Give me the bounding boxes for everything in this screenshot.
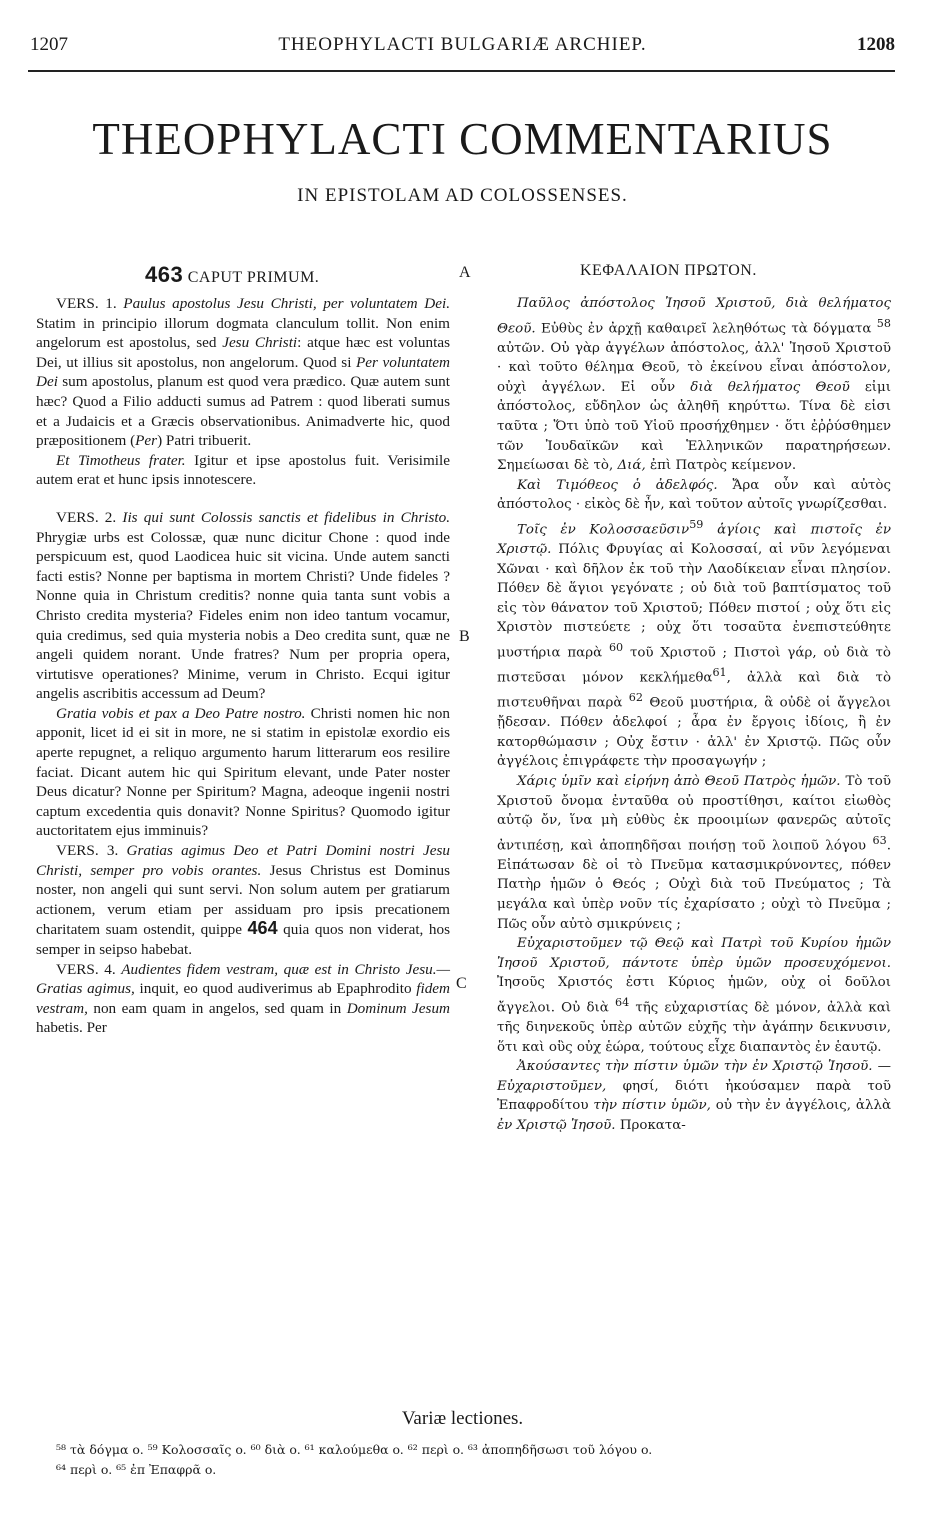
lemma: Dominum Jesum	[346, 999, 451, 1017]
lemma: διὰ θελήματος Θεοῦ	[690, 379, 850, 395]
lemma: Παῦλος ἀπόστολος Ἰησοῦ Χριστοῦ, διὰ θελήματος Θεοῦ.	[497, 296, 891, 337]
note-ref: 59	[689, 518, 704, 531]
lemma: Καὶ Τιμόθεος ὁ ἀδελφός.	[517, 477, 718, 493]
variant-readings-line: ⁵⁸ τὰ δόγμα o. ⁵⁹ Κολοσσαῖς o. ⁶⁰ διὰ o. ⁶¹ καλούμεθα o. ⁶² περὶ o. ⁶³ ἀποπηδῆσωσι τοῦ λόγου o.	[56, 1442, 653, 1457]
text: Jesus Christus est Dominus noster, non angeli qui sunt servi. Non solum autem per gratiarum actionem, verum etiam per assiduam pro ipsis precationem charitatem suam ostendit, quippe	[36, 861, 451, 939]
verse-label: VERS. 2.	[56, 508, 117, 526]
greek-paragraph-6	[497, 1057, 891, 1135]
running-title: THEOPHYLACTI BULGARIÆ ARCHIEP.	[278, 34, 647, 55]
variant-readings-line: ⁶⁴ περὶ o. ⁶⁵ ἐπ Ἐπαφρᾶ o.	[56, 1462, 217, 1477]
text: . Εἰπάτωσαν δὲ οἱ τὸ Πνεῦμα κατασμικρύνοντες, πόθεν Πατὴρ ἡμῶν ὁ Θεός ; Οὐχὶ διὰ τοῦ Πνεύματος ; Τὰ μεγάλα καὶ ὑπὲρ νοῦν τίς ἐχαρίσατο ; οὐχὶ τὸ Πνεῦμα ; Πῶς οὖν αὐτὸ σμικρύνεις ;	[497, 838, 891, 932]
verse-label: VERS. 1.	[56, 295, 117, 312]
latin-paragraph-4	[36, 704, 450, 841]
page-number-left: 1207	[30, 34, 68, 55]
lemma: Audientes fidem vestram, quæ est in Christo Jesu.—Gratias agimus,	[36, 960, 450, 998]
lemma: Gratia vobis et pax a Deo Patre nostro.	[56, 704, 306, 722]
text: non eam quam in angelos, sed quam in	[93, 999, 342, 1017]
text: ) Patri tribuerit.	[157, 432, 252, 450]
note-ref: 62	[628, 691, 643, 705]
lemma: Et Timotheus frater.	[56, 451, 186, 469]
note-ref: 60	[608, 641, 624, 655]
text: τῆς εὐχαριστίας δὲ μόνον, ἀλλὰ καὶ τῆς διηνεκοῦς ὑπὲρ αὐτῶν εὐχῆς τὴν ἀγάπην δεικνυσιν, ὅτι καὶ οὓς οὐχ ἑώρα, τούτους εἶχε διαπαντὸς ἐν ἑαυτῷ.	[497, 1000, 892, 1055]
text: habetis. Per	[36, 1019, 107, 1037]
running-head	[30, 34, 895, 58]
greek-paragraph-3	[497, 515, 891, 772]
lemma: Χάρις ὑμῖν καὶ εἰρήνη ἀπὸ Θεοῦ Πατρὸς ἡμῶν.	[517, 774, 841, 789]
latin-paragraph-1	[36, 294, 450, 451]
text: Phrygiæ urbs est Colossæ, quæ nunc dicitur Chone : quod inde perspicuum est, quod Laodicea huic sit vicina. Unde autem sancti facti estis? Nonne per baptisma in mortem Christi? Unde fideles ? Nonne quia in Christum creditis? nonne quia tanta sunt vobis a Christo credita mysteria? Fideles enim non ideo tantum vocamur, quia credimus, sed quia mysteria nobis a Deo credita sunt, quæ ne angeli quidem norant. Unde fratres? Num per propria opera, virtutisve operationes? Minime, verum in Christo. Ecqui igitur angelis ascribitis accessum ad Deum?	[36, 528, 450, 703]
greek-paragraph-1	[497, 294, 891, 476]
latin-paragraph-5	[36, 841, 450, 960]
text: Statim in principio illorum dogmata clanculum tollit. Non enim angelorum est apostolus, sed	[36, 314, 450, 352]
greek-paragraph-5	[497, 934, 891, 1057]
text: inquit, eo quod audiverimus ab Epaphrodito	[139, 980, 412, 998]
lemma: Διά,	[617, 458, 646, 474]
latin-chapter-heading	[145, 262, 319, 288]
lemma: ἐν Χριστῷ Ἰησοῦ.	[497, 1118, 616, 1134]
page-marker: 463	[145, 262, 184, 287]
text: ἐπὶ Πατρὸς κείμενον.	[650, 458, 797, 474]
verse-label: VERS. 4.	[56, 960, 116, 978]
lemma: Iis qui sunt Colossis sanctis et fidelibus in Christo.	[122, 508, 450, 526]
text: Τὸ τοῦ Χριστοῦ ὄνομα ἐνταῦθα οὐ προστίθησι, καίτοι εἰωθὸς αὐτῷ ὄν, ἵνα μὴ εὐθὺς ἐκ προοιμίων φανερῶς αὐτοῖς ἀντιπέσῃ, καὶ ἀποπηδῆσαι ποιήσῃ τοῦ λοιποῦ λόγου	[497, 774, 891, 854]
note-ref: 61	[712, 666, 727, 680]
text: τοῦ Χριστοῦ ; Πιστοὶ γάρ, οὐ διὰ τὸ πιστεῦσαι μόνον κεκλήμεθα	[497, 645, 891, 686]
lemma: Εὐχαριστοῦμεν τῷ Θεῷ καὶ Πατρὶ τοῦ Κυρίου ἡμῶν Ἰησοῦ Χριστοῦ, πάντοτε ὑπὲρ ὑμῶν προσευχόμενοι.	[497, 936, 891, 971]
lemma: Paulus apostolus Jesu Christi, per voluntatem Dei.	[123, 295, 450, 312]
page-number-right: 1208	[857, 34, 895, 55]
text: Ἰησοῦς Χριστός ἐστι Κύριος ἡμῶν, οὐχ οἱ δοῦλοι ἄγγελοι. Οὐ διὰ	[497, 975, 891, 1016]
greek-column	[497, 294, 891, 1136]
greek-chapter-heading: ΚΕΦΑΛΑΙΟΝ ΠΡΩΤΟΝ.	[580, 262, 757, 279]
margin-letter-a: A	[459, 264, 471, 281]
text: , ἀλλὰ καὶ διὰ τὸ πιστευθῆναι παρὰ	[497, 670, 891, 711]
lemma: Ἀκούσαντες τὴν πίστιν ὑμῶν τὴν ἐν Χριστῷ Ἰησοῦ. — Εὐχαριστοῦμεν,	[497, 1059, 891, 1094]
text: Ἄρα οὖν καὶ αὐτὸς ἀπόστολος · εἰκὸς δὲ ἦν, καὶ τοῦτον αὐτοῖς γνωρίζεσθαι.	[497, 477, 891, 513]
text: Προκατα-	[619, 1118, 686, 1134]
variant-readings	[56, 1440, 895, 1480]
greek-paragraph-4	[497, 772, 891, 934]
text: Εὐθὺς ἐν ἀρχῇ καθαιρεῖ λεληθότως τὰ δόγματα	[540, 321, 872, 337]
text: Πόλις Φρυγίας αἱ Κολοσσαί, αἱ νῦν λεγόμεναι Χῶναι · καὶ δῆλον ἐκ τοῦ τὴν Λαοδίκειαν εἶναι πλησίον. Πόθεν δὲ ἅγιοι γεγόνατε ; οὐ διὰ τοῦ βαπτίσματος τοῦ εἰς τὸν θάνατον τοῦ Χριστοῦ; Πόθεν πιστοί ; οὐχ ὅτι εἰς Χριστὸν πιστεύετε ; οὐχ ὅτι τοσαῦτα ἐνεπιστεύθητε μυστήρια παρὰ	[497, 542, 891, 661]
latin-heading-text: CAPUT PRIMUM.	[187, 269, 320, 286]
text: quia quos non viderat, hos semper in seipso habebat.	[36, 921, 450, 958]
text: sum apostolus, planum est quod vera prædico. Quæ autem sunt hæc? Quod a Filio adducti sumus ad Patrem : quod liberati sumus et a Judaicis et a Græcis observationibus. Animadverte hic, quod præpositionem (	[36, 373, 450, 450]
latin-paragraph-6	[36, 960, 450, 1038]
lemma: Τοῖς ἐν Κολοσσαεῦσιν	[517, 522, 690, 538]
text: φησί, διότι ἠκούσαμεν παρὰ τοῦ Ἐπαφροδίτου	[497, 1078, 891, 1114]
verse-label: VERS. 3.	[56, 842, 119, 860]
lemma: Per	[135, 432, 158, 450]
lemma: ἁγίοις καὶ πιστοῖς ἐν Χριστῷ.	[497, 522, 891, 558]
latin-column	[36, 294, 450, 1038]
document-title: THEOPHYLACTI COMMENTARIUS	[92, 114, 833, 164]
lemma: τὴν πίστιν ὑμῶν,	[593, 1098, 711, 1114]
header-rule	[28, 70, 895, 72]
note-ref: 63	[872, 833, 887, 847]
note-ref: 64	[614, 996, 630, 1009]
margin-letter-c: C	[456, 975, 467, 992]
lemma: fidem vestram,	[36, 980, 451, 1017]
variant-readings-heading: Variæ lectiones.	[401, 1408, 524, 1429]
text: εἰμι ἀπόστολος, εὔδηλον ὡς ἀληθῆ κηρύττω. Τίνα δὲ εἰσι ταῦτα ; Ὅτι ὑπὸ τοῦ Υἱοῦ προσήχθημεν · ὅτι ἐῤῥύσθημεν τῶν Ἰουδαϊκῶν καὶ Ἑλληνικῶν παρατηρήσεων. Σημείωσαι δὲ τὸ,	[497, 379, 891, 474]
text: αὐτῶν. Οὐ γὰρ ἀγγέλων ἀπόστολος, ἀλλ' Ἰησοῦ Χριστοῦ · καὶ τοῦτο θέλημα Θεοῦ, τὸ ἐκείνου εἶναι ἀπόστολον, οὐχὶ ἀγγέλων. Εἰ οὖν	[497, 340, 891, 395]
greek-paragraph-2	[497, 476, 891, 515]
page-marker: 464	[247, 918, 278, 939]
text: οὐ τὴν ἐν ἀγγέλοις, ἀλλὰ	[715, 1098, 891, 1114]
lemma: Jesu Christi	[222, 334, 298, 352]
lemma: Per voluntatem Dei	[36, 353, 450, 391]
text: : atque hæc est voluntas Dei, ut illius sit apostolus, non angelorum. Quod si	[36, 334, 450, 371]
margin-letter-b: B	[459, 628, 470, 645]
latin-paragraph-2	[36, 451, 450, 490]
text: Christi nomen hic non apponit, licet id ei sit in more, ne si statim in epistolæ exordio eis aperte repugnet, a reliquo argumento harum litterarum eos resilire faciat. Dicant autem hic qui Spiritum elevant, unde Pater noster Deus dicatur? Nonne per Spiritum? Magna, adeoque ingenii nostri captum excedentia quis donavit? Nonne Spiritus? Quomodo igitur auctoritatem ejus imminuis?	[36, 704, 450, 840]
text: Igitur et ipse apostolus fuit. Verisimile autem erat et hunc ipsis innotescere.	[36, 451, 450, 489]
document-subtitle: IN EPISTOLAM AD COLOSSENSES.	[297, 185, 628, 206]
latin-paragraph-3	[36, 508, 450, 704]
lemma: Gratias agimus Deo et Patri Domini nostri Jesu Christi, semper pro vobis orantes.	[36, 842, 451, 879]
note-ref: 58	[876, 316, 891, 330]
text: Θεοῦ μυστήρια, ἃ οὐδὲ οἱ ἄγγελοι ᾔδεσαν. Πόθεν ἀδελφοί ; ἆρα ἐν ἔργοις ἰδίοις, ἢ ἐν κατορθώμασιν ; Οὐχ ἔστιν · ἀλλ' ἐν Χριστῷ. Πῶς οὖν ἀγγέλοις ἐπιγράφετε τὴν προσαγωγήν ;	[497, 695, 892, 770]
